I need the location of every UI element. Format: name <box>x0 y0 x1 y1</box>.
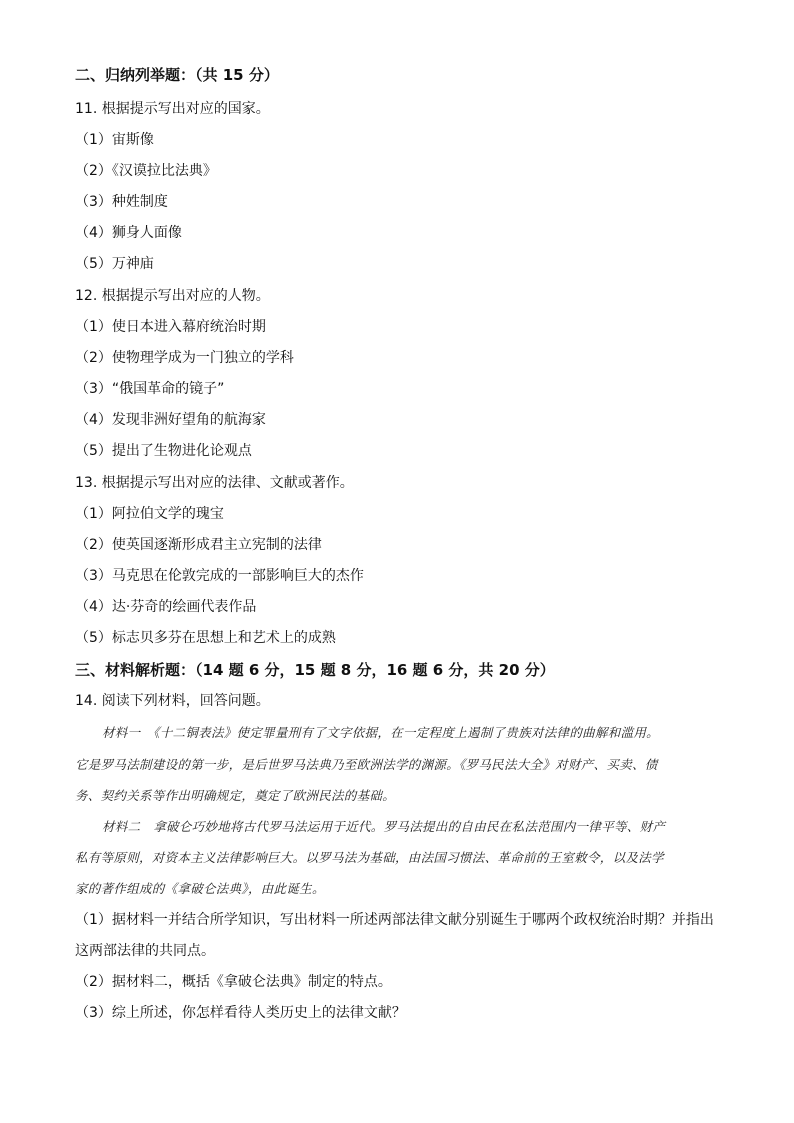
question-14-stem: 14. 阅读下列材料，回答问题。 <box>75 693 270 709</box>
question-14-sub: （1）据材料一并结合所学知识，写出材料一所述两部法律文献分别诞生于哪两个政权统治时期？并指出 <box>75 912 714 928</box>
question-13-item: （4）达·芬奇的绘画代表作品 <box>75 599 257 615</box>
question-14-sub: （2）据材料二，概括《拿破仑法典》制定的特点。 <box>75 974 392 990</box>
question-12-stem: 12. 根据提示写出对应的人物。 <box>75 288 270 304</box>
question-12-item: （3）“俄国革命的镜子” <box>75 381 225 397</box>
question-13-item: （2）使英国逐渐形成君主立宪制的法律 <box>75 537 322 553</box>
material-1-line: 材料一 《十二铜表法》使定罪量刑有了文字依据，在一定程度上遏制了贵族对法律的曲解和滥用。 <box>102 725 659 740</box>
question-11-item: （3）种姓制度 <box>75 194 168 210</box>
material-2-line: 材料二 拿破仑巧妙地将古代罗马法运用于近代。罗马法提出的自由民在私法范围内一律平等、财产 <box>102 819 666 834</box>
question-11-item: （5）万神庙 <box>75 256 154 272</box>
material-2-line: 家的著作组成的《拿破仑法典》，由此诞生。 <box>75 881 325 896</box>
material-1-line: 务、契约关系等作出明确规定，奠定了欧洲民法的基础。 <box>75 788 396 803</box>
question-13-item: （5）标志贝多芬在思想上和艺术上的成熟 <box>75 630 336 646</box>
question-11-item: （4）狮身人面像 <box>75 225 182 241</box>
material-1-line: 它是罗马法制建设的第一步，是后世罗马法典乃至欧洲法学的渊源。《罗马民法大全》对财产、买卖、债 <box>75 757 658 772</box>
material-2-line: 私有等原则，对资本主义法律影响巨大。以罗马法为基础，由法国习惯法、革命前的王室敕令，以及法学 <box>75 850 664 865</box>
question-14-sub: 这两部法律的共同点。 <box>75 943 215 959</box>
question-13-item: （1）阿拉伯文学的瑰宝 <box>75 506 224 522</box>
question-14-sub: （3）综上所述，你怎样看待人类历史上的法律文献？ <box>75 1005 406 1021</box>
question-12-item: （4）发现非洲好望角的航海家 <box>75 412 266 428</box>
section-heading-3: 三、材料解析题：（14 题 6 分，15 题 8 分，16 题 6 分，共 20 分） <box>75 661 555 679</box>
question-11-item: （2）《汉谟拉比法典》 <box>75 163 217 179</box>
question-13-stem: 13. 根据提示写出对应的法律、文献或著作。 <box>75 475 354 491</box>
question-11-stem: 11. 根据提示写出对应的国家。 <box>75 101 270 117</box>
question-11-item: （1）宙斯像 <box>75 132 154 148</box>
question-12-item: （1）使日本进入幕府统治时期 <box>75 319 266 335</box>
question-13-item: （3）马克思在伦敦完成的一部影响巨大的杰作 <box>75 568 364 584</box>
section-heading-2: 二、归纳列举题：（共 15 分） <box>75 66 279 84</box>
question-12-item: （2）使物理学成为一门独立的学科 <box>75 350 294 366</box>
question-12-item: （5）提出了生物进化论观点 <box>75 443 252 459</box>
